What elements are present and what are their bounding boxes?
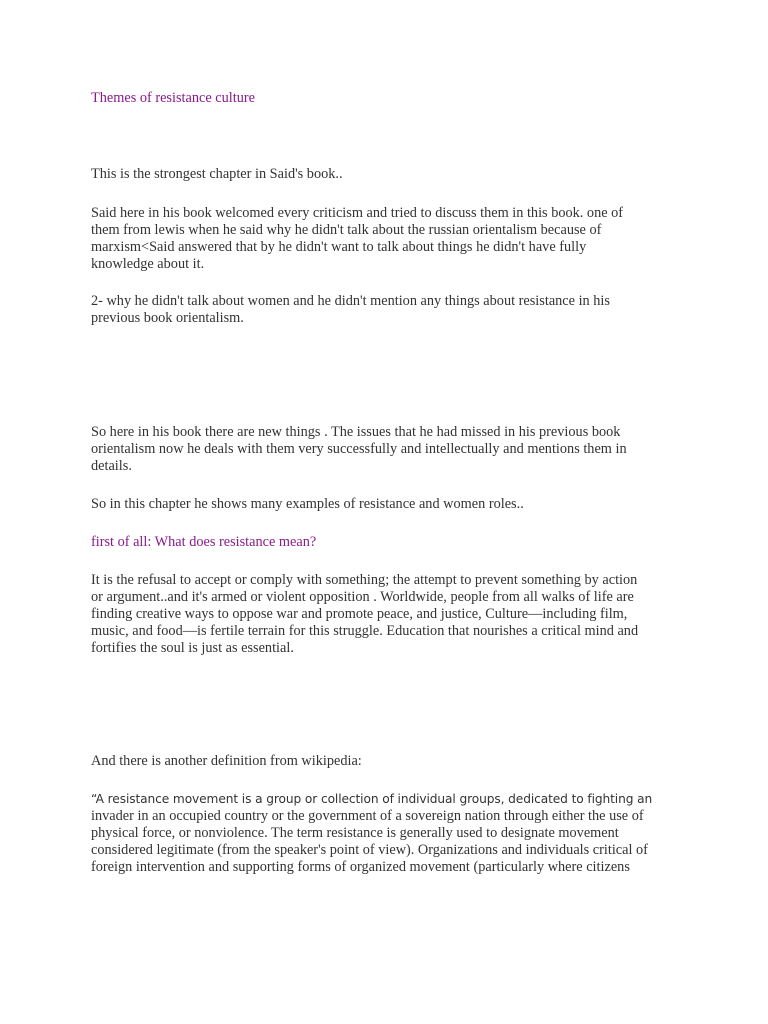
paragraph-line: orientalism now he deals with them very successfully and intellectually and mentions them in [91, 441, 627, 457]
quote-line: foreign intervention and supporting forms of organized movement (particularly where citizens [91, 859, 630, 875]
quote-line: considered legitimate (from the speaker's point of view). Organizations and individuals critical of [91, 842, 648, 858]
quote-line: physical force, or nonviolence. The term resistance is generally used to designate movement [91, 825, 619, 841]
document-title: Themes of resistance culture [91, 90, 255, 106]
paragraph-line: previous book orientalism. [91, 310, 244, 326]
paragraph-line: marxism<Said answered that by he didn't want to talk about things he didn't have fully [91, 239, 587, 255]
paragraph-line: knowledge about it. [91, 256, 205, 272]
quote-line: “A resistance movement is a group or collection of individual groups, dedicated to fighting an [91, 792, 653, 806]
paragraph-line: Said here in his book welcomed every criticism and tried to discuss them in this book. one of [91, 205, 624, 221]
paragraph-line: So here in his book there are new things . The issues that he had missed in his previous book [91, 424, 621, 440]
paragraph-line: details. [91, 458, 132, 474]
paragraph-line: And there is another definition from wikipedia: [91, 753, 362, 769]
paragraph-line: 2- why he didn't talk about women and he didn't mention any things about resistance in his [91, 293, 610, 309]
paragraph-line: music, and food—is fertile terrain for this struggle. Education that nourishes a critical mind and [91, 623, 639, 639]
paragraph-line: So in this chapter he shows many examples of resistance and women roles.. [91, 496, 524, 512]
paragraph-line: them from lewis when he said why he didn't talk about the russian orientalism because of [91, 222, 602, 238]
section-heading: first of all: What does resistance mean? [91, 534, 317, 550]
paragraph-line: It is the refusal to accept or comply with something; the attempt to prevent something by action [91, 572, 638, 588]
intro-line: This is the strongest chapter in Said's book.. [91, 166, 343, 182]
paragraph-line: or argument..and it's armed or violent opposition . Worldwide, people from all walks of life are [91, 589, 634, 605]
quote-line: invader in an occupied country or the government of a sovereign nation through either the use of [91, 808, 644, 824]
paragraph-line: finding creative ways to oppose war and promote peace, and justice, Culture—including film, [91, 606, 628, 622]
paragraph-line: fortifies the soul is just as essential. [91, 640, 294, 656]
